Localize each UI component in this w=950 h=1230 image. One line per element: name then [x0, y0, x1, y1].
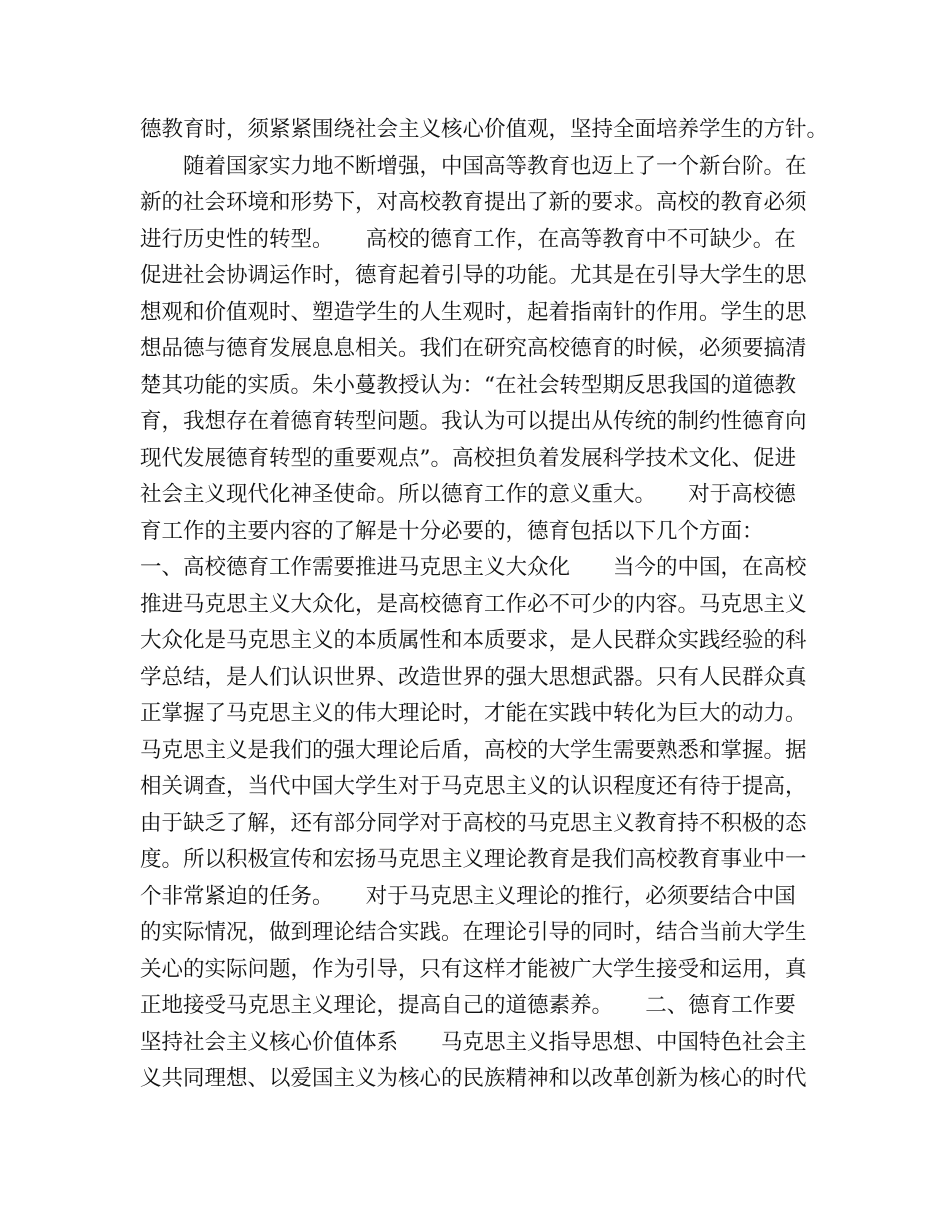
text-line: 由于缺乏了解，还有部分同学对于高校的马克思主义教育持不积极的态 — [140, 810, 807, 836]
body-text — [140, 112, 829, 1098]
text-line: 现代发展德育转型的重要观点”。高校担负着发展科学技术文化、促进 — [140, 445, 796, 471]
text-line: 相关调查，当代中国大学生对于马克思主义的认识程度还有待于提高， — [140, 774, 807, 799]
text-line: 随着国家实力地不断增强，中国高等教育也迈上了一个新台阶。在 — [140, 153, 807, 179]
text-line: 想观和价值观时、塑造学生的人生观时，起着指南针的作用。学生的思 — [140, 299, 807, 325]
text-line: 想品德与德育发展息息相关。我们在研究高校德育的时候，必须要搞清 — [140, 336, 807, 361]
text-line: 正掌握了马克思主义的伟大理论时，才能在实践中转化为巨大的动力。 — [140, 701, 807, 726]
text-line: 个非常紧迫的任务。 对于马克思主义理论的推行，必须要结合中国 — [140, 883, 796, 909]
text-line: 推进马克思主义大众化，是高校德育工作必不可少的内容。马克思主义 — [140, 591, 807, 617]
text-line: 的实际情况，做到理论结合实践。在理论引导的同时，结合当前大学生 — [140, 920, 807, 945]
text-line: 社会主义现代化神圣使命。所以德育工作的意义重大。 对于高校德 — [140, 482, 796, 507]
text-line: 马克思主义是我们的强大理论后盾，高校的大学生需要熟悉和掌握。据 — [140, 737, 807, 763]
text-line: 坚持社会主义核心价值体系 马克思主义指导思想、中国特色社会主 — [140, 1029, 807, 1055]
text-line: 关心的实际问题，作为引导，只有这样才能被广大学生接受和运用，真 — [140, 956, 807, 982]
text-line: 楚其功能的实质。朱小蔓教授认为：“在社会转型期反思我国的道德教 — [140, 372, 796, 398]
text-line: 正地接受马克思主义理论，提高自己的道德素养。 二、德育工作要 — [140, 993, 796, 1018]
text-line: 促进社会协调运作时，德育起着引导的功能。尤其是在引导大学生的思 — [140, 263, 807, 288]
text-line: 学总结，是人们认识世界、改造世界的强大思想武器。只有人民群众真 — [140, 664, 807, 690]
text-line: 一、高校德育工作需要推进马克思主义大众化 当今的中国，在高校 — [140, 555, 807, 580]
text-line: 育工作的主要内容的了解是十分必要的，德育包括以下几个方面： — [140, 518, 764, 544]
text-line: 新的社会环境和形势下，对高校教育提出了新的要求。高校的教育必须 — [140, 190, 807, 215]
text-line: 育，我想存在着德育转型问题。我认为可以提出从传统的制约性德育向 — [140, 409, 807, 434]
text-line: 义共同理想、以爱国主义为核心的民族精神和以改革创新为核心的时代 — [140, 1066, 807, 1091]
text-line: 大众化是马克思主义的本质属性和本质要求，是人民群众实践经验的科 — [140, 628, 807, 653]
text-line: 进行历史性的转型。 高校的德育工作，在高等教育中不可缺少。在 — [140, 226, 796, 252]
text-line: 度。所以积极宣传和宏扬马克思主义理论教育是我们高校教育事业中一 — [140, 847, 807, 872]
text-line: 德教育时，须紧紧围绕社会主义核心价值观，坚持全面培养学生的方针。 — [140, 117, 829, 142]
